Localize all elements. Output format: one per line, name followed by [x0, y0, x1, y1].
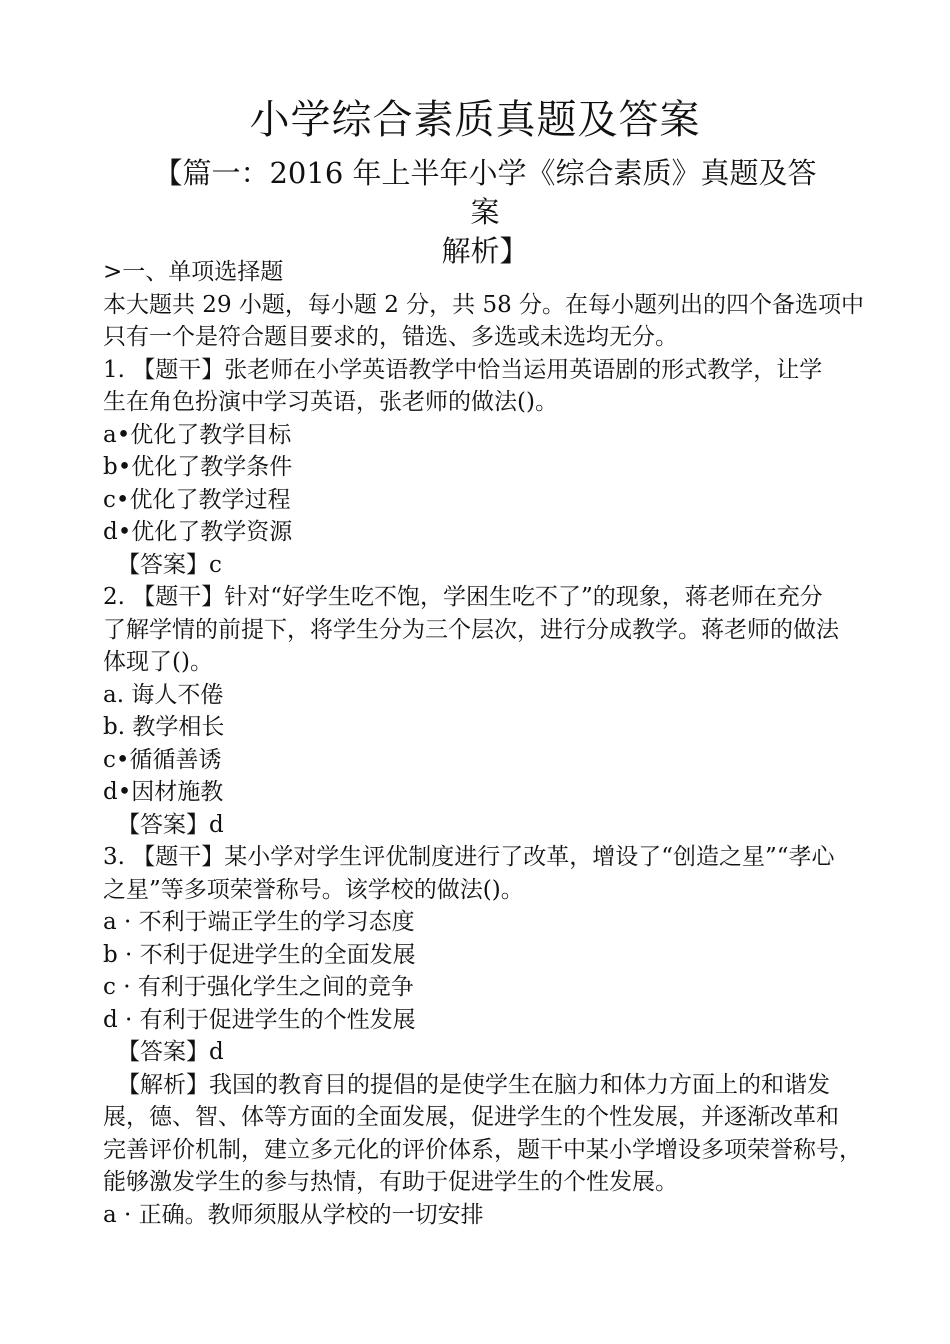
question-analysis-line: 展，德、智、体等方面的全面发展，促进学生的个性发展，并逐渐改革和: [103, 1104, 839, 1130]
analysis-option: a · 正确。教师须服从学校的一切安排: [103, 1201, 484, 1228]
question-stem-line: 3. 【题干】某小学对学生评优制度进行了改革，增设了“创造之星”“孝心: [103, 844, 835, 870]
question-1: [103, 354, 873, 582]
question-analysis-line: 能够激发学生的参与热情，有助于促进学生的个性发展。: [103, 1169, 678, 1195]
question-analysis-line: 【解析】我国的教育目的提倡的是使学生在脑力和体力方面上的和谐发: [117, 1071, 830, 1098]
question-3: [103, 841, 873, 1231]
question-option: c · 有利于强化学生之间的竞争: [103, 974, 414, 1000]
question-answer: 【答案】d: [117, 811, 224, 838]
document-body: [103, 256, 873, 1231]
question-option: a. 诲人不倦: [103, 681, 224, 708]
question-option: b. 教学相长: [103, 714, 225, 740]
question-stem-line: 2. 【题干】针对“好学生吃不饱，学困生吃不了”的现象，蒋老师在充分: [103, 584, 823, 610]
section-intro-line-2: 只有一个是符合题目要求的，错选、多选或未选均无分。: [103, 324, 678, 350]
question-stem-line: 体现了()。: [103, 649, 213, 675]
document-title: 小学综合素质真题及答案: [249, 97, 701, 143]
subtitle-line-1: 【篇一：2016 年上半年小学《综合素质》真题及答案: [153, 156, 817, 229]
subtitle-line-2: 解析】: [441, 234, 529, 268]
question-option: d · 有利于促进学生的个性发展: [103, 1006, 416, 1033]
question-stem-line: 1. 【题干】张老师在小学英语教学中恰当运用英语剧的形式教学，让学: [103, 356, 823, 383]
question-stem-line: 了解学情的前提下，将学生分为三个层次，进行分成教学。蒋老师的做法: [103, 616, 839, 643]
question-option: b•优化了教学条件: [103, 454, 293, 480]
question-option: c•循循善诱: [103, 746, 222, 773]
question-option: d•因材施教: [103, 779, 224, 805]
question-option: a · 不利于端正学生的学习态度: [103, 909, 415, 935]
question-option: a•优化了教学目标: [103, 421, 292, 448]
question-analysis-line: 完善评价机制，建立多元化的评价体系，题干中某小学增设多项荣誉称号，: [103, 1136, 862, 1163]
document-subtitle: [140, 154, 830, 271]
question-option: d•优化了教学资源: [103, 519, 293, 545]
question-stem-line: 生在角色扮演中学习英语，张老师的做法()。: [103, 389, 558, 415]
question-2: [103, 581, 873, 841]
section-intro-line-1: 本大题共 29 小题，每小题 2 分，共 58 分。在每小题列出的四个备选项中: [103, 291, 865, 318]
question-option: b · 不利于促进学生的全面发展: [103, 941, 416, 968]
question-stem-line: 之星”等多项荣誉称号。该学校的做法()。: [103, 876, 524, 903]
question-answer: 【答案】c: [117, 551, 222, 578]
question-option: c•优化了教学过程: [103, 486, 291, 513]
section-heading: >一、单项选择题: [103, 259, 284, 285]
question-answer: 【答案】d: [117, 1039, 224, 1065]
